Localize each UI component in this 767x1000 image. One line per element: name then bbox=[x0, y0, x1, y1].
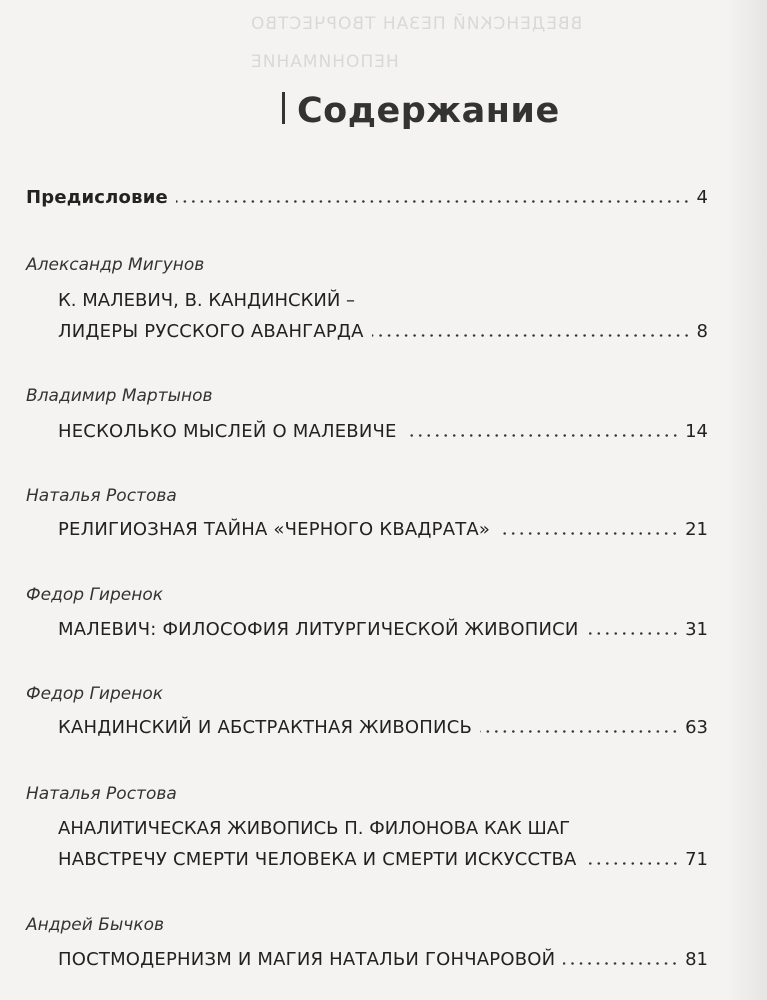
toc-page-number: 71 bbox=[685, 849, 708, 870]
title-bar-mark bbox=[282, 92, 285, 124]
leader-dots bbox=[480, 730, 679, 733]
toc-page-number: 63 bbox=[685, 717, 708, 738]
toc-entry-title-line: НЕСКОЛЬКО МЫСЛЕЙ О МАЛЕВИЧЕ bbox=[58, 421, 397, 442]
toc-author: Александр Мигунов bbox=[26, 255, 205, 275]
toc-entry-row[interactable] bbox=[58, 318, 708, 342]
toc-preface-label: Предисловие bbox=[26, 187, 168, 208]
page-edge-shadow bbox=[727, 0, 767, 1000]
leader-dots bbox=[587, 632, 680, 635]
leader-dots bbox=[563, 962, 679, 965]
toc-author: Федор Гиренок bbox=[26, 585, 163, 605]
toc-page-number: 21 bbox=[685, 519, 708, 540]
toc-entry-title-line: РЕЛИГИОЗНАЯ ТАЙНА «ЧЕРНОГО КВАДРАТА» bbox=[58, 519, 491, 540]
toc-entry-title-line: МАЛЕВИЧ: ФИЛОСОФИЯ ЛИТУРГИЧЕСКОЙ ЖИВОПИСИ bbox=[58, 619, 579, 640]
toc-entry-row[interactable] bbox=[58, 516, 708, 540]
toc-author: Андрей Бычков bbox=[26, 915, 165, 935]
toc-preface-row[interactable] bbox=[26, 184, 708, 208]
toc-entry-title-line: ПОСТМОДЕРНИЗМ И МАГИЯ НАТАЛЬИ ГОНЧАРОВОЙ bbox=[58, 949, 556, 970]
toc-author: Владимир Мартынов bbox=[26, 386, 213, 406]
toc-page-number: 8 bbox=[696, 321, 708, 342]
toc-author: Наталья Ростова bbox=[26, 784, 177, 804]
toc-entry-title-line: К. МАЛЕВИЧ, В. КАНДИНСКИЙ – bbox=[58, 290, 356, 311]
toc-author: Федор Гиренок bbox=[26, 684, 163, 704]
leader-dots bbox=[176, 200, 691, 203]
page-title-text: Содержание bbox=[297, 91, 560, 131]
toc-page-number: 31 bbox=[685, 619, 708, 640]
toc-entry-row[interactable] bbox=[58, 714, 708, 738]
leader-dots bbox=[405, 434, 679, 437]
toc-entry-row[interactable] bbox=[58, 418, 708, 442]
page-title bbox=[282, 92, 560, 129]
toc-page-number: 81 bbox=[685, 949, 708, 970]
leader-dots bbox=[585, 862, 680, 865]
show-through-line-1: ВВЕДЕНСКИЙ ПЕЗАН ТВОРЧЕСТВО bbox=[250, 14, 583, 34]
toc-entry-title-line: ЛИДЕРЫ РУССКОГО АВАНГАРДА bbox=[58, 321, 364, 342]
toc-author: Наталья Ростова bbox=[26, 486, 177, 506]
toc-entry-title-line: КАНДИНСКИЙ И АБСТРАКТНАЯ ЖИВОПИСЬ bbox=[58, 717, 473, 738]
show-through-line-2: НЕПОНИМАНИЕ bbox=[250, 52, 399, 72]
toc-entry-row[interactable] bbox=[58, 846, 708, 870]
toc-entry-row[interactable] bbox=[58, 616, 708, 640]
toc-entry-title-line: АНАЛИТИЧЕСКАЯ ЖИВОПИСЬ П. ФИЛОНОВА КАК ШАГ bbox=[58, 818, 571, 839]
toc-entry-title-line: НАВСТРЕЧУ СМЕРТИ ЧЕЛОВЕКА И СМЕРТИ ИСКУССТВА bbox=[58, 849, 577, 870]
leader-dots bbox=[498, 532, 679, 535]
toc-page-number: 14 bbox=[685, 421, 708, 442]
leader-dots bbox=[372, 334, 691, 337]
toc-entry-row[interactable] bbox=[58, 946, 708, 970]
toc-page-number: 4 bbox=[696, 187, 708, 208]
